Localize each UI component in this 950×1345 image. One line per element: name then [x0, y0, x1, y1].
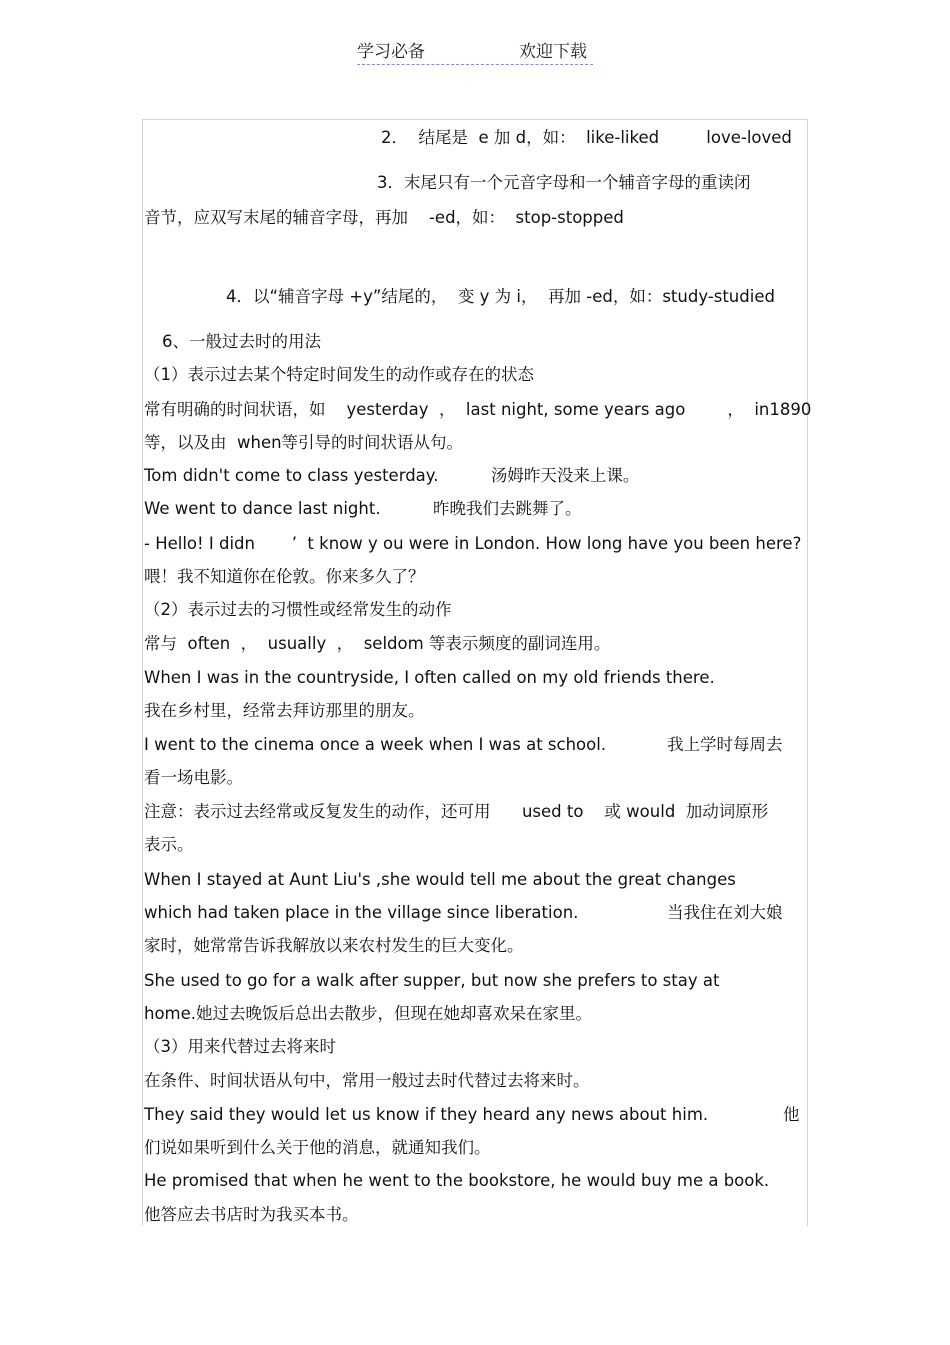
text-line: 看一场电影。	[144, 768, 243, 787]
text-line: 6、一般过去时的用法	[162, 332, 321, 351]
text-line: 注意：表示过去经常或反复发生的动作，还可用 used to 或 would 加动词原形	[144, 802, 769, 821]
text-line: 2． 结尾是 e 加 d，如： like-liked love-loved	[381, 128, 792, 147]
text-line: He promised that when he went to the bookstore, he would buy me a book.	[144, 1171, 770, 1190]
text-line: 喂！我不知道你在伦敦。你来多久了？	[144, 567, 425, 586]
text-line: 们说如果听到什么关于他的消息，就通知我们。	[144, 1138, 491, 1157]
text-line: 表示。	[144, 835, 194, 854]
text-line: 常与 often ， usually ， seldom 等表示频度的副词连用。	[144, 634, 611, 653]
text-line: I went to the cinema once a week when I was at school.	[144, 735, 607, 754]
text-line: 我在乡村里，经常去拜访那里的朋友。	[144, 701, 425, 720]
text-line: （1）表示过去某个特定时间发生的动作或存在的状态	[144, 365, 534, 384]
text-line-right-part: 他	[783, 1105, 800, 1124]
text-line: 家时，她常常告诉我解放以来农村发生的巨大变化。	[144, 936, 524, 955]
text-line: - Hello! I didn ’ t know y ou were in London. How long have you been here?	[144, 534, 802, 553]
text-line: She used to go for a walk after supper, but now she prefers to stay at	[144, 971, 720, 990]
text-line: Tom didn't come to class yesterday. 汤姆昨天没来上课。	[144, 466, 640, 485]
text-line: 3．末尾只有一个元音字母和一个辅音字母的重读闭	[377, 173, 751, 192]
text-line: 在条件、时间状语从句中，常用一般过去时代替过去将来时。	[144, 1071, 590, 1090]
text-line-right-part: 当我住在刘大娘	[667, 903, 783, 922]
header-right-text: 欢迎下载	[519, 42, 587, 62]
text-line: 4．以“辅音字母 +y”结尾的， 变 y 为 i， 再加 -ed，如：study-studied	[226, 287, 775, 306]
header-left-text: 学习必备	[357, 42, 425, 62]
text-line: 他答应去书店时为我买本书。	[144, 1205, 359, 1224]
text-line: They said they would let us know if they heard any news about him.	[144, 1105, 709, 1124]
text-line: We went to dance last night. 昨晚我们去跳舞了。	[144, 499, 582, 518]
text-line: 音节，应双写末尾的辅音字母，再加 -ed，如： stop-stopped	[144, 208, 624, 227]
text-line: which had taken place in the village since liberation.	[144, 903, 579, 922]
text-line: When I stayed at Aunt Liu's ,she would tell me about the great changes	[144, 870, 736, 889]
page-header	[357, 40, 593, 65]
text-line: 常有明确的时间状语，如 yesterday ， last night, some years ago ， in1890	[144, 400, 812, 419]
text-line: （3）用来代替过去将来时	[144, 1037, 336, 1056]
text-line: 等，以及由 when等引导的时间状语从句。	[144, 433, 464, 452]
text-line: home.她过去晚饭后总出去散步，但现在她却喜欢呆在家里。	[144, 1004, 593, 1023]
text-line: When I was in the countryside, I often called on my old friends there.	[144, 668, 715, 687]
text-line: （2）表示过去的习惯性或经常发生的动作	[144, 600, 452, 619]
text-line-right-part: 我上学时每周去	[667, 735, 783, 754]
